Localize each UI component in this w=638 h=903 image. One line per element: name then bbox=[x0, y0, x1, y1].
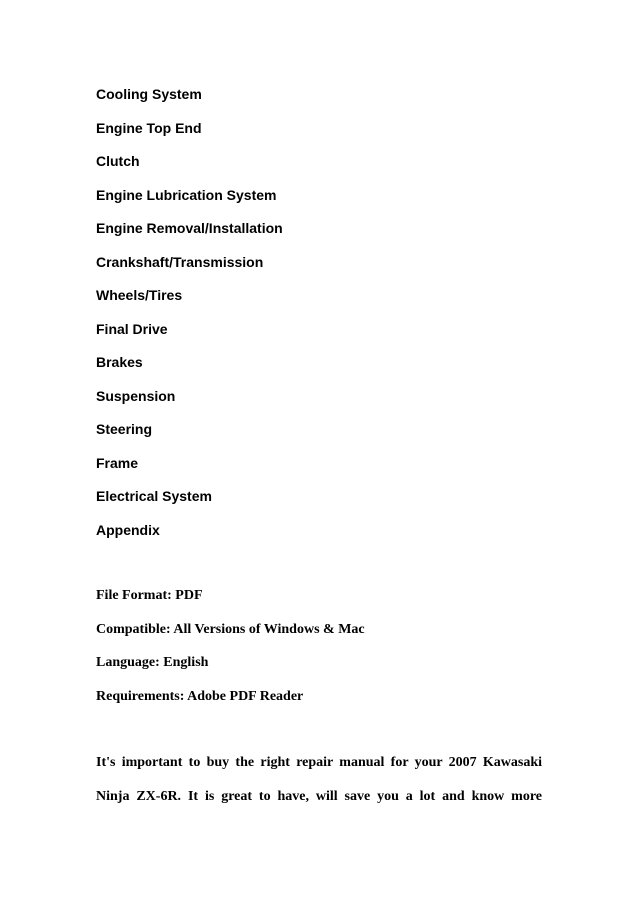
spec-language: Language: English bbox=[96, 655, 209, 670]
contents-item-final-drive: Final Drive bbox=[96, 320, 168, 337]
contents-item-appendix: Appendix bbox=[96, 521, 160, 538]
contents-item-clutch: Clutch bbox=[96, 153, 140, 169]
paragraph-line-2: Ninja ZX-6R. It is great to have, will save you a lot and know more bbox=[96, 788, 542, 804]
contents-item-engine-removal: Engine Removal/Installation bbox=[96, 220, 283, 236]
contents-item-crankshaft-transmission: Crankshaft/Transmission bbox=[96, 253, 264, 270]
contents-item-brakes: Brakes bbox=[96, 354, 143, 370]
contents-item-frame: Frame bbox=[96, 454, 139, 471]
contents-item-wheels-tires: Wheels/Tires bbox=[96, 287, 183, 303]
contents-item-engine-lubrication: Engine Lubrication System bbox=[96, 186, 277, 203]
spec-requirements: Requirements: Adobe PDF Reader bbox=[96, 688, 304, 704]
file-specs-list bbox=[96, 587, 365, 721]
spec-file-format: File Format: PDF bbox=[96, 588, 203, 603]
contents-item-engine-top-end: Engine Top End bbox=[96, 119, 202, 136]
contents-item-steering: Steering bbox=[96, 421, 153, 437]
contents-item-electrical-system: Electrical System bbox=[96, 488, 212, 504]
contents-item-cooling-system: Cooling System bbox=[96, 86, 202, 102]
paragraph-line-1: It's important to buy the right repair manual for your 2007 Kawasaki bbox=[96, 755, 542, 770]
contents-item-suspension: Suspension bbox=[96, 387, 176, 404]
description-paragraph bbox=[96, 754, 542, 821]
spec-compatible: Compatible: All Versions of Windows & Mac bbox=[96, 621, 365, 637]
contents-list bbox=[96, 85, 283, 554]
